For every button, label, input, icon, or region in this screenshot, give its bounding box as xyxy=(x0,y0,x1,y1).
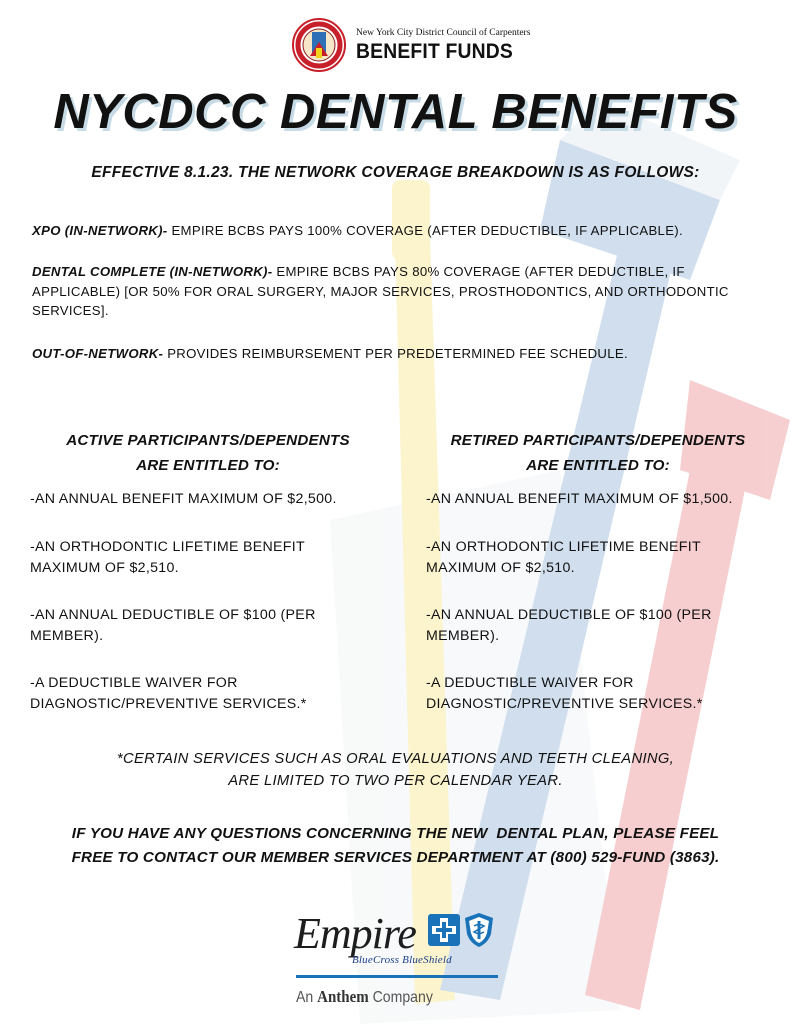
active-item: -AN ANNUAL DEDUCTIBLE OF $100 (PER MEMBER). xyxy=(30,607,316,644)
retired-heading-line2: ARE ENTITLED TO: xyxy=(526,457,670,474)
union-seal-icon xyxy=(292,18,346,72)
active-heading-line1: ACTIVE PARTICIPANTS/DEPENDENTS xyxy=(66,432,350,449)
retired-heading-line1: RETIRED PARTICIPANTS/DEPENDENTS xyxy=(450,432,746,449)
org-small-name: New York City District Council of Carpenters xyxy=(356,28,531,38)
active-heading xyxy=(18,428,398,478)
page-title: NYCDCC DENTAL BENEFITS xyxy=(53,85,738,139)
contact-line2: FREE TO CONTACT OUR MEMBER SERVICES DEPARTMENT AT (800) 529-FUND (3863). xyxy=(71,849,720,866)
coverage-xpo xyxy=(32,221,767,241)
subtitle: EFFECTIVE 8.1.23. THE NETWORK COVERAGE BREAKDOWN IS AS FOLLOWS: xyxy=(91,164,700,181)
footnote xyxy=(0,748,791,792)
benefit-funds-logo xyxy=(292,18,531,74)
retired-item: -A DEDUCTIBLE WAIVER FOR DIAGNOSTIC/PREVENTIVE SERVICES.* xyxy=(426,675,703,712)
empire-logo xyxy=(294,908,514,1018)
coverage-dental-complete xyxy=(32,262,752,321)
active-item: -AN ANNUAL BENEFIT MAXIMUM OF $2,500. xyxy=(30,491,337,507)
retired-item: -AN ANNUAL BENEFIT MAXIMUM OF $1,500. xyxy=(426,491,733,507)
coverage-text: EMPIRE BCBS PAYS 100% COVERAGE (AFTER DEDUCTIBLE, IF APPLICABLE). xyxy=(167,223,683,238)
active-heading-line2: ARE ENTITLED TO: xyxy=(136,457,280,474)
retired-item: -AN ORTHODONTIC LIFETIME BENEFIT MAXIMUM OF $2,510. xyxy=(426,539,701,576)
coverage-out-of-network xyxy=(32,344,767,364)
anthem-name: Anthem xyxy=(317,987,369,1006)
coverage-label: DENTAL COMPLETE (IN-NETWORK)- xyxy=(32,264,273,279)
org-big-name: BENEFIT FUNDS xyxy=(356,40,513,63)
retired-item: -AN ANNUAL DEDUCTIBLE OF $100 (PER MEMBER). xyxy=(426,607,712,644)
blue-cross-icon xyxy=(428,914,460,946)
logo-divider xyxy=(296,975,498,978)
footnote-line2: ARE LIMITED TO TWO PER CALENDAR YEAR. xyxy=(228,773,563,789)
coverage-label: XPO (IN-NETWORK)- xyxy=(32,223,168,238)
anthem-suffix: Company xyxy=(372,989,433,1006)
contact-line1: IF YOU HAVE ANY QUESTIONS CONCERNING THE NEW DENTAL PLAN, PLEASE FEEL xyxy=(71,825,720,842)
anthem-prefix: An xyxy=(296,989,314,1006)
blue-shield-icon xyxy=(464,912,494,948)
contact-info xyxy=(0,822,791,870)
retired-heading xyxy=(408,428,788,478)
coverage-text: PROVIDES REIMBURSEMENT PER PREDETERMINED FEE SCHEDULE. xyxy=(163,346,628,361)
footnote-line1: *CERTAIN SERVICES SUCH AS ORAL EVALUATIONS AND TEETH CLEANING, xyxy=(116,751,675,767)
active-item: -AN ORTHODONTIC LIFETIME BENEFIT MAXIMUM OF $2,510. xyxy=(30,539,305,576)
bluecross-blueshield-text: BlueCross BlueShield xyxy=(352,954,452,966)
anthem-tagline xyxy=(296,987,433,1007)
coverage-label: OUT-OF-NETWORK- xyxy=(32,346,164,361)
empire-wordmark: Empire xyxy=(294,909,416,958)
active-item: -A DEDUCTIBLE WAIVER FOR DIAGNOSTIC/PREVENTIVE SERVICES.* xyxy=(30,675,307,712)
coverage-text: EMPIRE BCBS PAYS 80% COVERAGE (AFTER DEDUCTIBLE, IF APPLICABLE) [OR 50% FOR ORAL SURGERY, MAJOR SERVICES, PROSTHODONTICS, AND ORTHODONTIC SERVICES]. xyxy=(32,264,729,318)
